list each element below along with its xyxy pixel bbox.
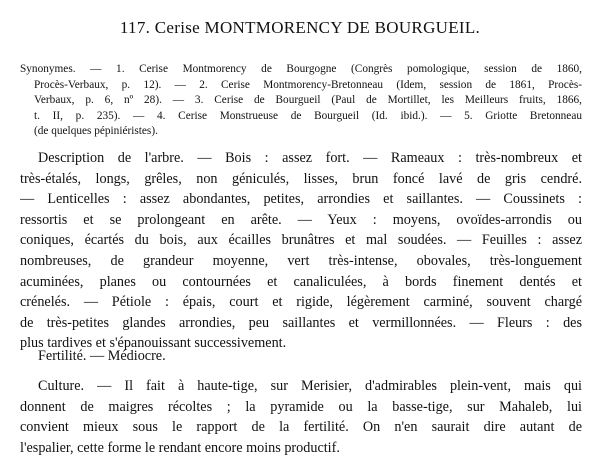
description-line: de très-petites glandes arrondies, peu saillantes et vermillonnées. — Fleurs : des [20,314,582,331]
description-line: Description de l'arbre. — Bois : assez fort. — Rameaux : très-nombreux et [38,150,582,166]
synonyms-line: (de quelques pépiniéristes). [34,125,158,138]
description-line: coniques, écartés du bois, aux écailles brunâtres et mal soudées. — Feuilles : assez [20,232,582,249]
page-title: 117. Cerise MONTMORENCY DE BOURGUEIL. [119,18,481,37]
description-line: plus tardives et s'épanouissant successivement. [20,335,287,352]
description-line: — Lenticelles : assez abondantes, petites, arrondies et saillantes. — Coussinets : [20,191,582,208]
synonyms-line: Synonymes. — 1. Cerise Montmorency de Bourgogne (Congrès pomologique, session de 1860, [20,63,582,75]
fertility-paragraph [20,346,582,367]
description-line: ressortis et se prolongeant en arête. — Yeux : moyens, ovoïdes-arrondis ou [20,211,582,228]
culture-paragraph [20,376,582,458]
culture-line: convient mieux sous le rapport de la fertilité. On n'en saurait dire autant de [20,419,582,436]
fertility-line: Fertilité. — Médiocre. [38,348,166,364]
synonyms-line: Verbaux, p. 6, nº 28). — 3. Cerise de Bourgueil (Paul de Mortillet, les Meilleurs fruits, 1866, [34,94,582,107]
culture-line: donnent de maigres récoltes ; la pyramide ou la basse-tige, sur Mahaleb, lui [20,398,582,415]
synonyms-line: t. II, p. 235). — 4. Cerise Monstrueuse de Bourgueil (Id. ibid.). — 5. Griotte Bretonneau [34,109,582,122]
description-line: très-étalés, longs, grêles, non géniculés, lisses, brun foncé lavé de gris cendré. [20,170,582,187]
synonyms-paragraph [20,62,582,140]
description-line: acuminées, planes ou contournées et canaliculées, à bords finement dentés et [20,273,582,290]
description-line: nombreuses, de grandeur moyenne, vert très-intense, obovales, très-longuement [20,252,582,269]
synonyms-line: Procès-Verbaux, p. 12). — 2. Cerise Montmorency-Bretonneau (Idem, session de 1861, Procès- [34,78,582,91]
description-line: crénelés. — Pétiole : épais, court et rigide, légèrement carminé, souvent chargé [20,294,582,311]
tree-description-paragraph [20,148,582,354]
culture-line: Culture. — Il fait à haute-tige, sur Merisier, d'admirables plein-vent, mais qui [38,378,582,394]
culture-line: l'espalier, cette forme le rendant encore moins productif. [20,439,340,456]
